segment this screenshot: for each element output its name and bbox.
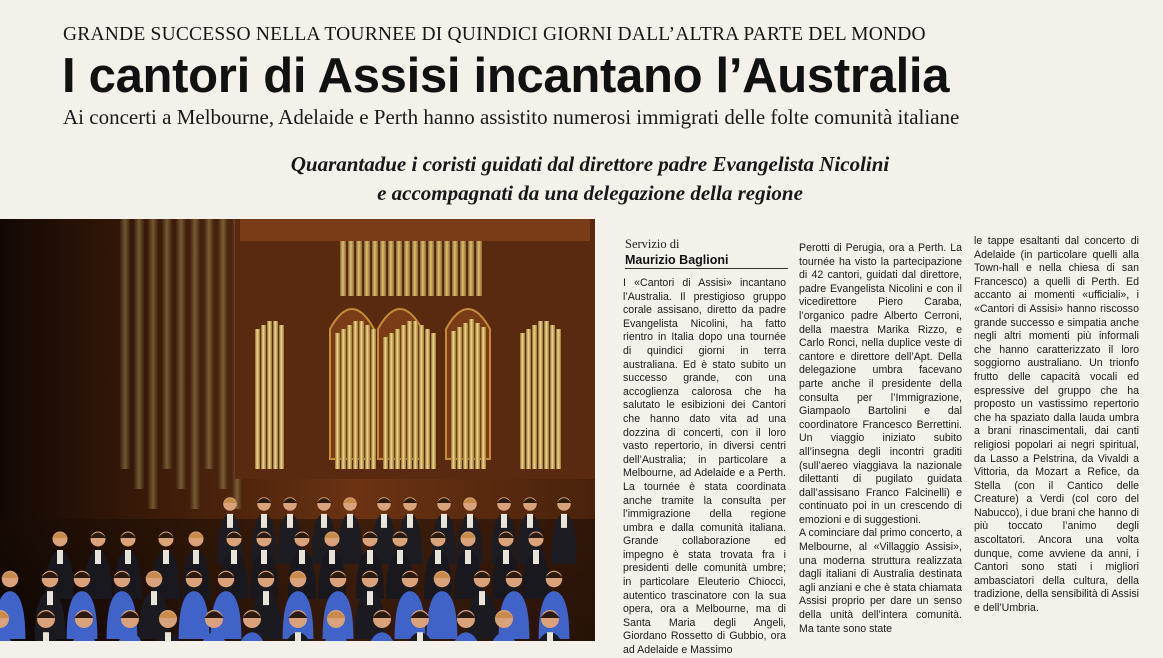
singer-shirt <box>299 550 305 564</box>
singer-shirt <box>407 514 413 528</box>
singer-shirt <box>163 550 169 564</box>
singer-shirt <box>527 514 533 528</box>
left-organ-pipes <box>120 219 242 509</box>
deck-line-1: Quarantadue i coristi guidati dal direttore padre Evangelista Nicolini <box>290 152 890 176</box>
organ-pipe <box>261 325 266 469</box>
singer-shirt <box>47 591 53 605</box>
organ-pipe <box>475 323 480 469</box>
singer-shirt <box>165 632 171 641</box>
singer-shirt <box>261 550 267 564</box>
singer-shirt <box>465 550 471 564</box>
singer-shirt <box>467 514 473 528</box>
upper-organ-pipe <box>348 241 354 296</box>
column-2-paragraph-1: Perotti di Perugia, ora a Perth. La tournée ha visto la partecipazione di 42 cantori, guidati dal direttore, padre Evangelista Nicolini e con il vicedirettore Piero Caraba, l’organico padre Alberto Cerroni, della maestra Marika Rizzo, e Carlo Ronci, nella duplice veste di cantore e direttore dell’Apt. Della delegazione umbra facevano parte anche il presidente della consulta per l’Immigrazione, Giampaolo Bartolini e dal coordinatore Francesco Berrettini. Un viaggio iniziato subito all’insegna degli incontri graditi (sull’aereo viaggiava la nazionale dilettanti di pugilato guidata dall’assisano Franco Falcinelli) e continuato poi in un crescendo di emozioni e di suggestioni. <box>799 242 962 526</box>
upper-organ-pipe <box>468 241 474 296</box>
singer-shirt <box>329 550 335 564</box>
article-column-3 <box>974 235 1139 616</box>
column-3-text: le tappe esaltanti dal concerto di Adelaide (in particolare quelli alla Town-hall e nella chiesa di san Francesco) a quelli di Perth. Ed accanto ai momenti «ufficiali», i «Cantori di Assisi» hanno riscosso grande successo e simpatia anche negli altri momenti più informali che hanno caratterizzato il loro soggiorno australiano. Un trionfo frutto delle capacità vocali ed espressive del gruppo che ha proposto un vastissimo repertorio che ha spaziato dalla lauda umbra a brani rinascimentali, dai canti religiosi popolari ai negri spiritual, da Lasso a Pelstrina, da Vivaldi a Vittoria, da Mozart a Refice, da Stella (con il Cantico delle Creature) a Verdi (col coro del Nabucco), i due brani che hanno di più toccato l’animo degli ascoltatori. Ancora una volta dunque, come avviene da anni, i Cantori sono stati i migliori ambasciatori della cultura, della tradizione, della sensibilità di Assisi e dell’Umbria. <box>974 235 1139 615</box>
organ-pipe <box>279 325 284 469</box>
organ-pipe <box>538 321 543 469</box>
column-1-text: I «Cantori di Assisi» incantano l’Australia. Il prestigioso gruppo corale assisano, diretto da padre Evangelista Nicolini, ha fatto rientro in Italia dopo una tournée di quindici giorni in terra australiana. Ed è stato subito un successo grande, con una accoglienza calorosa che ha salutato le esibizioni dei Cantori che hanno dato vita ad una dozzina di concerti, con il loro vasto repertorio, in diversi centri dell’Australia; in particolare a Melbourne, ad Adelaide e a Perth. La tournée è stata coordinata anche tramite la consulta per l’immigrazione della regione umbra e dalla comunità italiana. Grande collaborazione ed impegno è stata trovata fra i presidenti delle comunità umbre; in particolare Eleuterio Chiocci, autentico trascinatore con la sua opera, ora a Melbourne, ma di Santa Maria degli Angeli, Giordano Rossetto di Gubbio, ora ad Adelaide e Massimo <box>623 277 786 657</box>
organ-pipe <box>335 333 340 469</box>
organ-pipe <box>401 325 406 469</box>
column-2-paragraph-2: A cominciare dal primo concerto, a Melbourne, al «Villaggio Assisi», una moderna struttura realizzata dagli italiani di Australia destinata agli anziani e che è stata chiamata Assisi proprio per dare un senso della unità dell’intera comunità. Ma tante sono state <box>799 527 962 635</box>
singer-shirt <box>503 550 509 564</box>
deck <box>240 150 940 208</box>
singer-shirt <box>533 550 539 564</box>
organ-pipe <box>451 331 456 469</box>
organ-pipe <box>419 325 424 469</box>
singer-shirt <box>435 550 441 564</box>
upper-organ-pipe <box>436 241 442 296</box>
singer-shirt <box>547 632 553 641</box>
left-organ-pipe <box>134 219 144 489</box>
singer-shirt <box>263 591 269 605</box>
upper-organ-pipe <box>428 241 434 296</box>
organ-pipe <box>556 329 561 469</box>
upper-organ-pipe <box>444 241 450 296</box>
organ-pipe <box>526 329 531 469</box>
upper-organ-pipe <box>396 241 402 296</box>
organ-pipe <box>341 329 346 469</box>
singer-shirt <box>43 632 49 641</box>
article-column-2 <box>799 242 962 636</box>
singer-shirt <box>367 591 373 605</box>
upper-organ-pipe <box>340 241 346 296</box>
deck-line-2: e accompagnati da una delegazione della regione <box>377 181 803 205</box>
organ-pipe <box>469 319 474 469</box>
singer-shirt <box>95 550 101 564</box>
headline: I cantori di Assisi incantano l’Australia <box>62 49 950 103</box>
singer-shirt <box>261 514 267 528</box>
organ-pipe <box>457 327 462 469</box>
organ-pipe <box>347 325 352 469</box>
organ-pipe <box>273 321 278 469</box>
upper-organ-pipe <box>420 241 426 296</box>
organ-pipe <box>389 333 394 469</box>
singer-shirt <box>417 632 423 641</box>
organ-pipe <box>463 323 468 469</box>
upper-organ-pipe <box>388 241 394 296</box>
organ-pipe <box>371 329 376 469</box>
organ-pipe <box>532 325 537 469</box>
organ-pipe <box>365 325 370 469</box>
singer-shirt <box>125 550 131 564</box>
upper-organ-pipe <box>460 241 466 296</box>
organ-pipe <box>383 337 388 469</box>
organ-pipe <box>544 321 549 469</box>
upper-organ-pipe <box>476 241 482 296</box>
singer-shirt <box>347 514 353 528</box>
article-column-1 <box>623 277 786 658</box>
singer-shirt <box>397 550 403 564</box>
organ-pipe <box>481 327 486 469</box>
singer-shirt <box>227 514 233 528</box>
choir-concert-photo <box>0 219 595 641</box>
organ-pipe <box>255 329 260 469</box>
organ-pipe <box>395 329 400 469</box>
left-organ-pipe <box>218 219 228 489</box>
subheadline: Ai concerti a Melbourne, Adelaide e Perth hanno assistito numerosi immigrati delle folte comunità italiane <box>63 105 960 129</box>
singer-shirt <box>321 514 327 528</box>
singer-shirt <box>287 514 293 528</box>
upper-organ-pipe <box>404 241 410 296</box>
upper-organ-pipe <box>364 241 370 296</box>
organ-cornice <box>240 219 590 241</box>
singer-shirt <box>193 550 199 564</box>
left-organ-pipe <box>148 219 158 509</box>
singer-shirt <box>561 514 567 528</box>
upper-organ-pipe <box>452 241 458 296</box>
left-organ-pipe <box>162 219 172 469</box>
singer-shirt <box>231 550 237 564</box>
upper-organ-pipe <box>372 241 378 296</box>
singer-shirt <box>381 514 387 528</box>
organ-pipe <box>550 325 555 469</box>
singer-shirt <box>151 591 157 605</box>
byline-author: Maurizio Baglioni <box>625 253 788 269</box>
organ-pipe <box>413 321 418 469</box>
kicker: GRANDE SUCCESSO NELLA TOURNEE DI QUINDICI GIORNI DALL’ALTRA PARTE DEL MONDO <box>63 24 926 45</box>
upper-organ-pipe <box>412 241 418 296</box>
organ-pipe <box>407 321 412 469</box>
photo-illustration <box>0 219 595 641</box>
organ-pipe <box>353 321 358 469</box>
singer-shirt <box>501 514 507 528</box>
singer-shirt <box>441 514 447 528</box>
left-organ-pipe <box>176 219 186 489</box>
byline-label: Servizio di <box>625 237 680 251</box>
organ-pipe <box>520 333 525 469</box>
organ-pipe <box>359 321 364 469</box>
upper-organ-pipe <box>380 241 386 296</box>
organ-pipe <box>425 329 430 469</box>
left-organ-pipe <box>120 219 130 469</box>
left-organ-pipe <box>190 219 200 509</box>
singer-shirt <box>57 550 63 564</box>
organ-pipe <box>431 333 436 469</box>
upper-organ-pipe <box>356 241 362 296</box>
singer-shirt <box>295 632 301 641</box>
singer-shirt <box>367 550 373 564</box>
organ-pipe <box>267 321 272 469</box>
singer-shirt <box>479 591 485 605</box>
left-organ-pipe <box>204 219 214 469</box>
